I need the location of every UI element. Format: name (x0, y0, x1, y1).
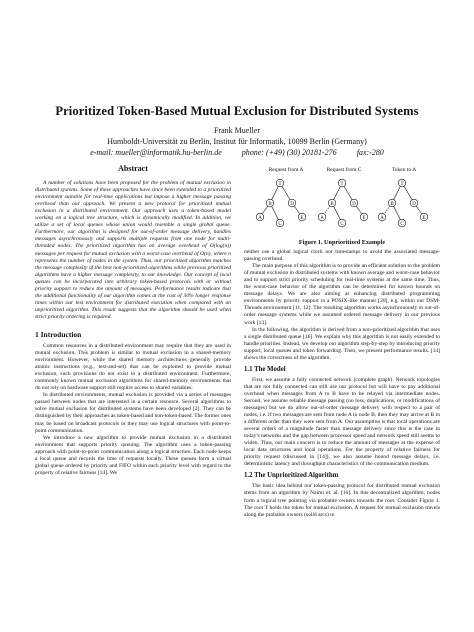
figure-1 (244, 165, 440, 237)
tree-node-label: E (300, 215, 304, 221)
unprioritized-heading: 1.2 The Unprioritized Algorithm (244, 472, 339, 480)
tree-node-label: T (400, 181, 404, 187)
email[interactable]: e-mail: mueller@informatik.hu-berlin.de (90, 148, 222, 157)
unprioritized-paragraph: The basic idea behind our token-passing protocol for distributed mutual exclusion stems from an algorithm by Naimi et. al. [16]. In this decentralized algorithm, nodes form a logical tree pointing via probable owners towards the root. Consider Figure 1. The root T holds the token for mutual exclusion. A request for mutual exclusion travels along the probable owners (solid arcs) to (244, 483, 440, 518)
tree-node-label: C (400, 221, 404, 227)
right-column (244, 165, 440, 519)
tree-node-label: B (390, 201, 394, 207)
tree-node-label: C (340, 221, 344, 227)
figure-caption: Figure 1. Unprioritized Example (298, 239, 386, 246)
tree-node-label: B (268, 201, 272, 207)
panel-label-3: Token to A (391, 167, 417, 173)
phone: phone: (+49) (30) 20181-276 (241, 148, 337, 157)
tree-node-label: D (412, 201, 416, 207)
tree-node-label: T (278, 181, 282, 187)
paper-title: Prioritized Token-Based Mutual Exclusion for Distributed Systems (55, 104, 419, 118)
tree-node-label: T (340, 181, 344, 187)
abstract-text: A number of solutions have been proposed for the problem of mutual exclusion in distributed systems. Some of these approaches have since been extended to a prioritized environment suitable for real-time applications but impose a higher message passing overhead than our approach. We present a new protocol for prioritized mutual exclusion in a distributed environment. Our approach uses a token-based model working on a logical tree structure, which is dynamically modified. In addition, we utilize a set of local queues whose union would resemble a single global queue. Furthermore, our algorithm is designed for out-of-order message delivery, handles messages asynchronously and supports multiple requests from one node for multi-threaded nodes. The prioritized algorithm has an average overhead of O(log(n)) messages per request for mutual exclusion with a worst-case overhead of O(n), where n represents the number of nodes in the system. Thus, our prioritized algorithm matches the message complexity of the best non-prioritized algorithms while previous prioritized algorithms have a higher message complexity, to our knowledge. Our concept of local queues can be incorporated into arbitrary token-based protocols with or without priority support to reduce the amount of messages. Performance results indicate that the additional functionality of our algorithm comes at the cost of 30% longer response times within our test environment for distributed execution when compared with an unprioritized algorithm. This result suggests that the algorithm should be used when strict priority ordering is required. (35, 180, 231, 320)
right-paragraph-3: In the following, the algorithm is derived from a non-prioritized algorithm that uses a single distributed queue [16]. We explain why this algorithm is not easily extended to handle priorities. Instead, we develop our algorithm step-by-step by introducing priority support, local queues and token forwarding. Then, we present performance results. [14] shows the correctness of the algorithm. (244, 326, 440, 361)
tree-node-label: A (380, 215, 384, 221)
tree-node-label: D (290, 201, 294, 207)
left-column (35, 165, 231, 477)
model-heading: 1.1 The Model (244, 365, 286, 373)
right-paragraph-2: The main purpose of this algorithm is to provide an efficient solution to the problem of mutual exclusion in distributed systems with known average and worst-case behavior and to support strict priority scheduling for real-time systems at the same time. Thus, the worst-case behavior of the algorithm can be determined for known bounds on message delays. We are also aiming at enhancing distributed programming environments by priority support in a POSIX-like manner [20], e.g. within our DSM-Threads environment [11, 12]. The resulting algorithm works asynchronously in out-of-order message systems while we assumed ordered message delivery in our previous work [13]. (244, 263, 440, 326)
affiliation: Humboldt-Universität zu Berlin, Institut für Informatik, 10099 Berlin (Germany) (107, 137, 367, 146)
tree-node-label: A (320, 215, 324, 221)
panel-label-2: Request from C (326, 167, 362, 173)
tree-node-label: B (330, 201, 334, 207)
right-paragraph-1: neither use a global logical clock nor timestamps to avoid the associated message-passing overhead. (244, 249, 440, 263)
abstract-heading: Abstract (118, 164, 148, 173)
intro-paragraph-1: Common resources in a distributed environment may require that they are used in mutual exclusion. This problem is similar to mutual exclusion in a shared-memory environment. However, while the shared memory architectures generally provide atomic instructions (e.g., test-and-set) that can be exploited to provide mutual exclusion, such provisions do not exist in a distributed environment. Furthermore, commonly known mutual exclusion algorithms for shared-memory environments that do not rely on hardware support still require access to shared variables. (35, 342, 231, 392)
fax: fax:-280 (356, 148, 384, 157)
tree-node-label: C (278, 221, 282, 227)
model-paragraph: First, we assume a fully connected network (complete graph). Network topologies that are not fully connected can still use our protocol but will have to pay additional overhead when messages from A to B have to be relayed via intermediate nodes. Second, we assume reliable message passing (no loss, duplications, or modifications of messages) but we do allow out-of-order message delivery with respect to a pair of nodes, i.e. if two messages are sent from node A to node B, then they may arrive at B in a different order than they were sent from A. Our assumption is that local operations are several orders of a magnitude faster than message delivery since this is the case in today's networks and the gap between processor speed and network speed still seems to widen. Thus, our main concern is to reduce the amount of messages at the expense of local data structures and local operations. For the property of relative fairness for priority request (discussed in [14]), we also assume bound message delays, i.e. deterministic latency and throughput characteristics of the communication medium. (244, 376, 440, 468)
author-name: Frank Mueller (214, 126, 260, 135)
figure-1-diagram (244, 165, 440, 237)
introduction-heading: 1 Introduction (35, 329, 82, 339)
tree-node-label: E (422, 215, 426, 221)
tree-node-label: A (258, 215, 262, 221)
contact-line (0, 148, 474, 157)
tree-node-label: E (362, 215, 366, 221)
tree-node-label: D (352, 201, 356, 207)
panel-label-1: Request from A (268, 167, 304, 173)
intro-paragraph-2: In distributed environments, mutual exclusion is provided via a series of messages passed between nodes that are interested in a certain resource. Several algorithms to solve mutual exclusion for distributed systems have been developed [2]. They can be distinguished by their approaches as token-based and non-token-based. The former ones may be based on broadcast protocols or they may use logical structures with point-to-point communication. (35, 392, 231, 434)
intro-paragraph-3: We introduce a new algorithm to provide mutual exclusion in a distributed environment that supports priority queuing. The algorithm uses a token-passing approach with point-to-point communication along a logical structure. Each node keeps a local queue and records the time of requests locally. These queues form a virtual global queue ordered by priority and FIFO within each priority level with regard to the property of relative fairness [14]. We (35, 434, 231, 476)
